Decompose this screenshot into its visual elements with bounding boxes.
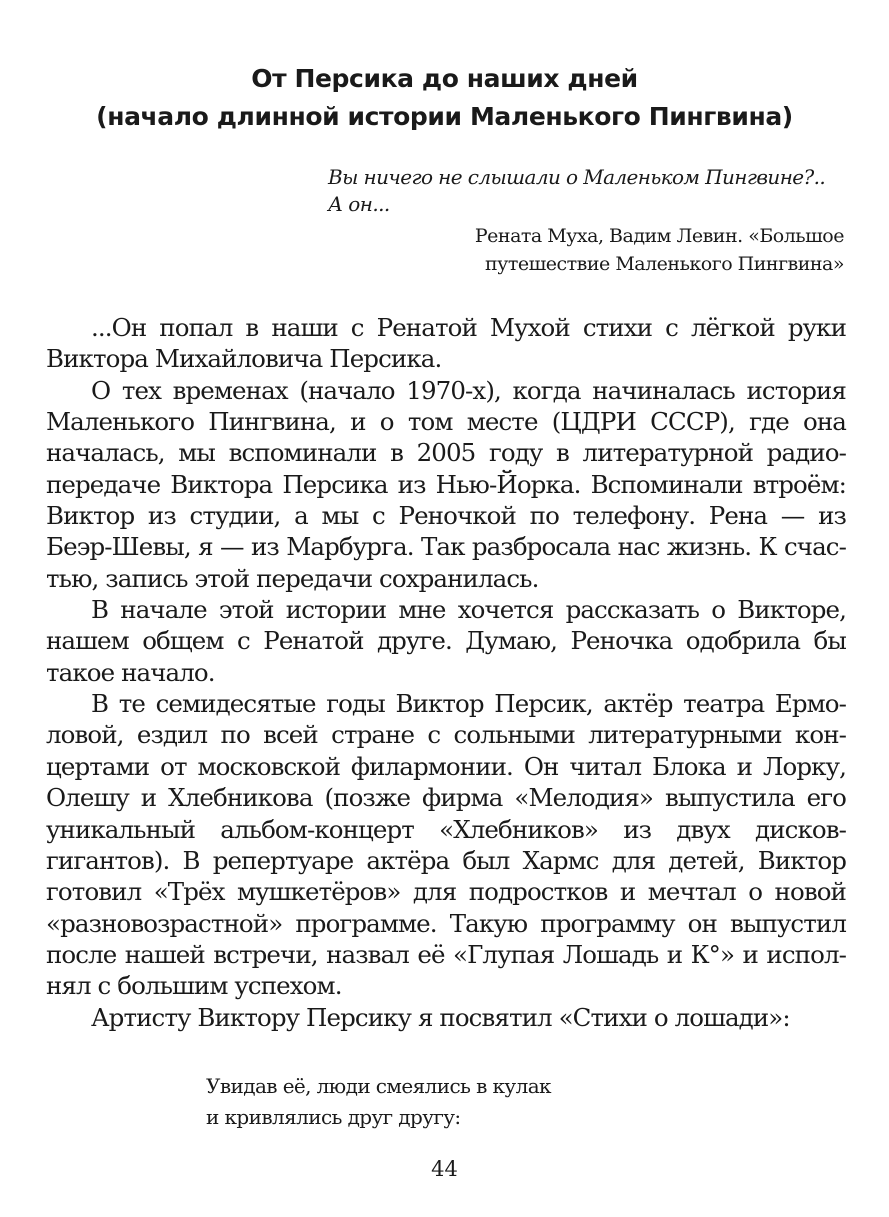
epigraph-source-line-1: Рената Муха, Вадим Левин. «Большое (474, 225, 844, 247)
body-line: В начале этой истории мне хочется рассказать о Викторе, (91, 595, 846, 625)
body-line: началась, мы вспоминали в 2005 году в литературной радио- (46, 438, 846, 468)
epigraph-source (424, 222, 844, 278)
body-line: нашем общем с Ренатой друге. Думаю, Реночка одобрила бы (46, 626, 846, 656)
body-text (46, 312, 846, 1033)
body-line: Виктора Михайловича Персика. (46, 344, 442, 374)
body-line: ...Он попал в наши с Ренатой Мухой стихи с лёгкой руки (91, 313, 846, 342)
page-number: 44 (431, 1157, 458, 1181)
body-line: тью, запись этой передачи сохранилась. (46, 563, 539, 593)
verse-line-2: и кривлялись друг другу: (206, 1105, 461, 1129)
body-line: гигантов). В репертуаре актёра был Хармс для детей, Виктор (46, 845, 846, 875)
body-line: готовил «Трёх мушкетёров» для подростков и мечтал о новой (46, 877, 846, 907)
body-line: ловой, ездил по всей стране с сольными литературными кон- (46, 720, 846, 750)
epigraph-source-line-2: путешествие Маленького Пингвина» (485, 253, 844, 275)
body-line: уникальный альбом-концерт «Хлебников» из двух дисков- (46, 814, 846, 844)
body-line: Виктор из студии, а мы с Реночкой по телефону. Рена — из (46, 501, 846, 531)
body-line: О тех временах (начало 1970-х), когда начиналась история (91, 375, 846, 405)
body-line: «разновозрастной» программе. Такую программу он выпустил (46, 908, 846, 938)
body-line: Маленького Пингвина, и о том месте (ЦДРИ СССР), где она (46, 407, 846, 437)
body-line: В те семидесятые годы Виктор Персик, актёр театра Ермо- (91, 689, 846, 719)
body-line: нял с большим успехом. (46, 971, 342, 1001)
body-line: цертами от московской филармонии. Он читал Блока и Лорку, (46, 751, 846, 781)
epigraph (328, 164, 848, 218)
body-line: Артисту Виктору Персику я посвятил «Стихи о лошади»: (91, 1002, 790, 1032)
body-line: такое начало. (46, 657, 215, 687)
chapter-title (40, 60, 849, 136)
verse-line-1: Увидав её, люди смеялись в кулак (206, 1074, 551, 1098)
body-line: после нашей встречи, назвал её «Глупая Лошадь и К°» и испол- (46, 939, 846, 969)
body-line: Беэр-Шевы, я — из Марбурга. Так разбросала нас жизнь. К счас- (46, 532, 846, 562)
body-line: передаче Виктора Персика из Нью-Йорка. Вспоминали втроём: (46, 469, 846, 499)
chapter-title-line-2: (начало длинной истории Маленького Пингвина) (96, 102, 793, 131)
epigraph-line-1: Вы ничего не слышали о Маленьком Пингвине?.. (328, 165, 826, 189)
body-line: Олешу и Хлебникова (позже фирма «Мелодия» выпустила его (46, 783, 846, 813)
chapter-title-line-1: От Персика до наших дней (251, 64, 638, 93)
verse (206, 1071, 766, 1133)
epigraph-line-2: А он... (328, 192, 390, 216)
